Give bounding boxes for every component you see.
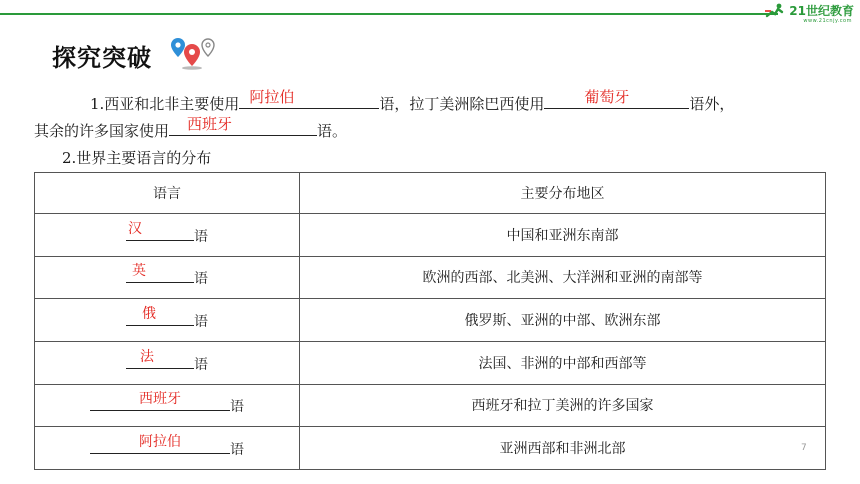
answer-blank-arabic: 阿拉伯 [239,90,379,109]
answer-blank-spanish: 西班牙 [169,117,317,136]
table-row [35,341,826,384]
region-cell: 亚洲西部和非洲北部 [300,427,826,470]
table-row [35,214,826,257]
section-title: 探究突破 [52,44,152,72]
question-2-title: 2.世界主要语言的分布 [62,149,212,167]
region-cell: 西班牙和拉丁美洲的许多国家 [300,384,826,427]
logo-text: 21世纪教育 [789,4,854,18]
language-cell: 阿拉伯 语 [35,427,300,470]
language-cell: 俄 语 [35,299,300,342]
brand-logo [764,2,854,19]
answer-blank-portuguese: 葡萄牙 [544,90,689,109]
language-cell: 法 语 [35,341,300,384]
question-1-line-2: 其余的许多国家使用 西班牙 语。 [34,115,348,140]
table-row [35,427,826,470]
logo-subtext: www.21cnjy.com [803,18,852,24]
header-rule [0,13,778,15]
runner-icon [764,3,786,19]
language-cell: 汉 语 [35,214,300,257]
language-cell: 西班牙 语 [35,384,300,427]
region-cell: 俄罗斯、亚洲的中部、欧洲东部 [300,299,826,342]
table-row [35,256,826,299]
table-header-row [35,173,826,214]
region-cell: 中国和亚洲东南部 [300,214,826,257]
table-row [35,299,826,342]
language-cell: 英 语 [35,256,300,299]
location-pins-icon [170,36,218,72]
page-number: 7 [801,443,807,453]
region-cell: 欧洲的西部、北美洲、大洋洲和亚洲的南部等 [300,256,826,299]
question-1-line-1: 1.西亚和北非主要使用 阿拉伯 语，拉丁美洲除巴西使用 葡萄牙 语外， [90,88,735,113]
region-cell: 法国、非洲的中部和西部等 [300,341,826,384]
table-row [35,384,826,427]
header-region: 主要分布地区 [300,173,826,214]
language-distribution-table [34,172,826,470]
header-language: 语言 [35,173,300,214]
